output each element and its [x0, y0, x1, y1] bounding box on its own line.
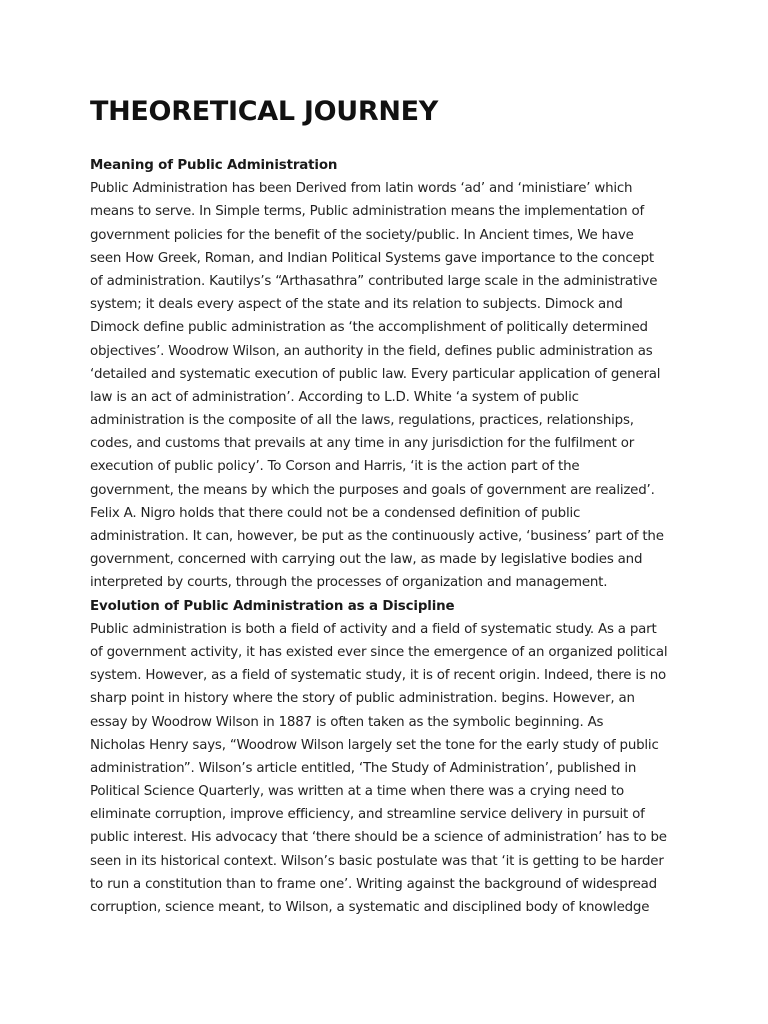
paragraph-line: Political Science Quarterly, was written at a time when there was a crying need to	[90, 784, 625, 800]
paragraph-line: Public Administration has been Derived from latin words ‘ad’ and ‘ministiare’ which	[90, 181, 633, 197]
paragraph-line: government policies for the benefit of the society/public. In Ancient times, We have	[90, 227, 634, 243]
paragraph-line: government, concerned with carrying out the law, as made by legislative bodies and	[90, 552, 643, 568]
paragraph-line: administration”. Wilson’s article entitled, ‘The Study of Administration’, published in	[90, 760, 637, 776]
section-meaning-of-public-administration	[90, 154, 680, 595]
paragraph-line: of administration. Kautilys’s “Arthasathra” contributed large scale in the administrative	[90, 273, 658, 289]
paragraph-line: system; it deals every aspect of the state and its relation to subjects. Dimock and	[90, 297, 623, 313]
paragraph-line: public interest. His advocacy that ‘there should be a science of administration’ has to be	[90, 830, 667, 846]
document-body	[90, 154, 680, 919]
paragraph-line: interpreted by courts, through the processes of organization and management.	[90, 575, 608, 591]
section-evolution-of-public-administration	[90, 595, 680, 920]
paragraph-line: seen in its historical context. Wilson’s basic postulate was that ‘it is getting to be harder	[90, 853, 664, 869]
document-title: THEORETICAL JOURNEY	[90, 96, 439, 127]
paragraph-line: ‘detailed and systematic execution of public law. Every particular application of general	[90, 366, 661, 382]
paragraph-line: government, the means by which the purposes and goals of government are realized’.	[90, 482, 655, 498]
paragraph-line: to run a constitution than to frame one’. Writing against the background of widespread	[90, 876, 657, 892]
paragraph-line: law is an act of administration’. According to L.D. White ‘a system of public	[90, 389, 579, 405]
paragraph-line: seen How Greek, Roman, and Indian Political Systems gave importance to the concept	[90, 250, 654, 266]
paragraph-line: system. However, as a field of systematic study, it is of recent origin. Indeed, there is no	[90, 668, 666, 684]
paragraph-line: corruption, science meant, to Wilson, a systematic and disciplined body of knowledge	[90, 900, 650, 915]
paragraph-line: execution of public policy’. To Corson and Harris, ‘it is the action part of the	[90, 459, 580, 475]
paragraph-line: essay by Woodrow Wilson in 1887 is often taken as the symbolic beginning. As	[90, 714, 604, 730]
paragraph-line: administration. It can, however, be put as the continuously active, ‘business’ part of the	[90, 529, 664, 544]
paragraph-line: administration is the composite of all the laws, regulations, practices, relationships,	[90, 413, 634, 429]
paragraph-line: of government activity, it has existed ever since the emergence of an organized political	[90, 644, 668, 660]
paragraph-line: Public administration is both a field of activity and a field of systematic study. As a part	[90, 621, 657, 637]
section-heading: Meaning of Public Administration	[90, 158, 338, 173]
paragraph-line: Dimock define public administration as ‘the accomplishment of politically determined	[90, 320, 648, 336]
paragraph-line: Nicholas Henry says, “Woodrow Wilson largely set the tone for the early study of public	[90, 737, 659, 753]
paragraph-line: means to serve. In Simple terms, Public administration means the implementation of	[90, 204, 644, 220]
section-heading: Evolution of Public Administration as a Discipline	[90, 598, 455, 614]
paragraph-line: codes, and customs that prevails at any time in any jurisdiction for the fulfilment or	[90, 436, 635, 452]
paragraph-line: Felix A. Nigro holds that there could not be a condensed definition of public	[90, 505, 581, 521]
paragraph-line: sharp point in history where the story of public administration. begins. However, an	[90, 691, 635, 707]
paragraph-line: eliminate corruption, improve efficiency, and streamline service delivery in pursuit of	[90, 807, 645, 823]
paragraph-line: objectives’. Woodrow Wilson, an authority in the field, defines public administration as	[90, 343, 653, 359]
